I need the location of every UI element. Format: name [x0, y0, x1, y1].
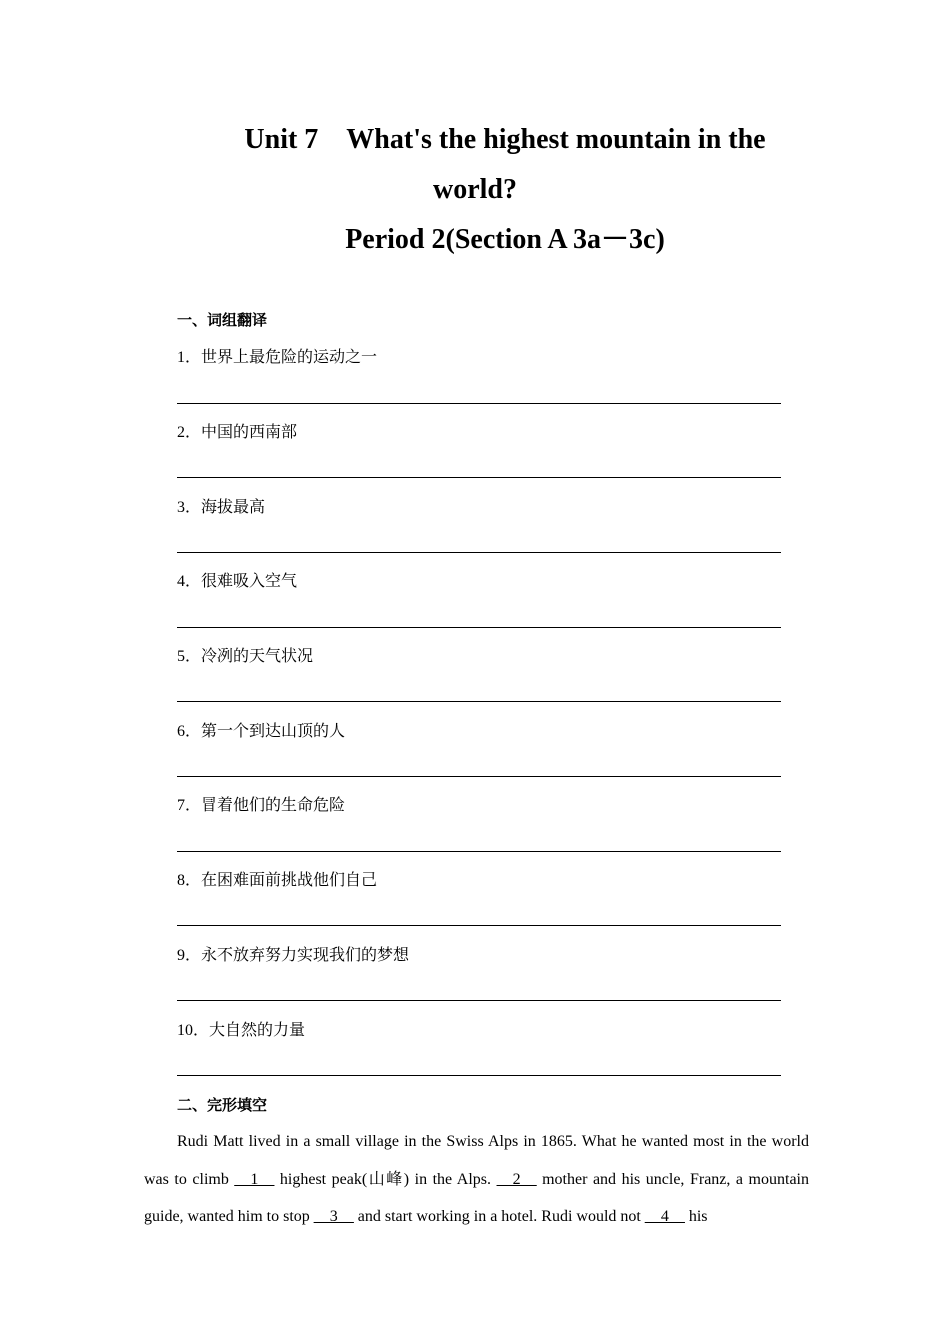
list-item: 9．永不放弃努力实现我们的梦想: [177, 945, 410, 964]
section-heading-translation: 一、词组翻译: [177, 311, 268, 329]
page-subtitle: Period 2(Section A 3a－3c): [345, 224, 665, 255]
answer-line[interactable]: [177, 776, 781, 777]
answer-line[interactable]: [177, 627, 781, 628]
answer-line[interactable]: [177, 701, 781, 702]
answer-line[interactable]: [177, 1000, 781, 1001]
list-item: 3．海拔最高: [177, 497, 266, 516]
answer-line[interactable]: [177, 1075, 781, 1076]
answer-line[interactable]: [177, 925, 781, 926]
cloze-passage: Rudi Matt lived in a small village in the Swiss Alps in 1865. What he wanted most in the world was to climb __1__ highest peak(山峰) in the Alps. __2__ mother and his uncle, Franz, a mountain guide, wanted him to stop __3__ and start working in a hotel. Rudi would not __4__ his: [144, 1133, 809, 1225]
cloze-blank-2[interactable]: __2__: [496, 1170, 537, 1188]
list-item: 4．很难吸入空气: [177, 571, 298, 590]
answer-line[interactable]: [177, 477, 781, 478]
answer-line[interactable]: [177, 552, 781, 553]
list-item: 8．在困难面前挑战他们自己: [177, 870, 378, 889]
cloze-blank-1[interactable]: __1__: [234, 1170, 275, 1188]
cloze-blank-3[interactable]: __3__: [313, 1208, 354, 1225]
list-item: 5．冷冽的天气状况: [177, 646, 314, 665]
section-heading-cloze: 二、完形填空: [177, 1096, 268, 1114]
list-item: 6．第一个到达山顶的人: [177, 721, 346, 740]
answer-line[interactable]: [177, 403, 781, 404]
list-item: 1．世界上最危险的运动之一: [177, 347, 378, 366]
answer-line[interactable]: [177, 851, 781, 852]
cloze-blank-4[interactable]: __4__: [644, 1208, 685, 1225]
page-title: Unit 7 What's the highest mountain in the: [244, 124, 766, 155]
list-item: 10．大自然的力量: [177, 1020, 306, 1039]
page-title-continued: world?: [433, 174, 517, 205]
list-item: 7．冒着他们的生命危险: [177, 795, 346, 814]
list-item: 2．中国的西南部: [177, 422, 298, 441]
